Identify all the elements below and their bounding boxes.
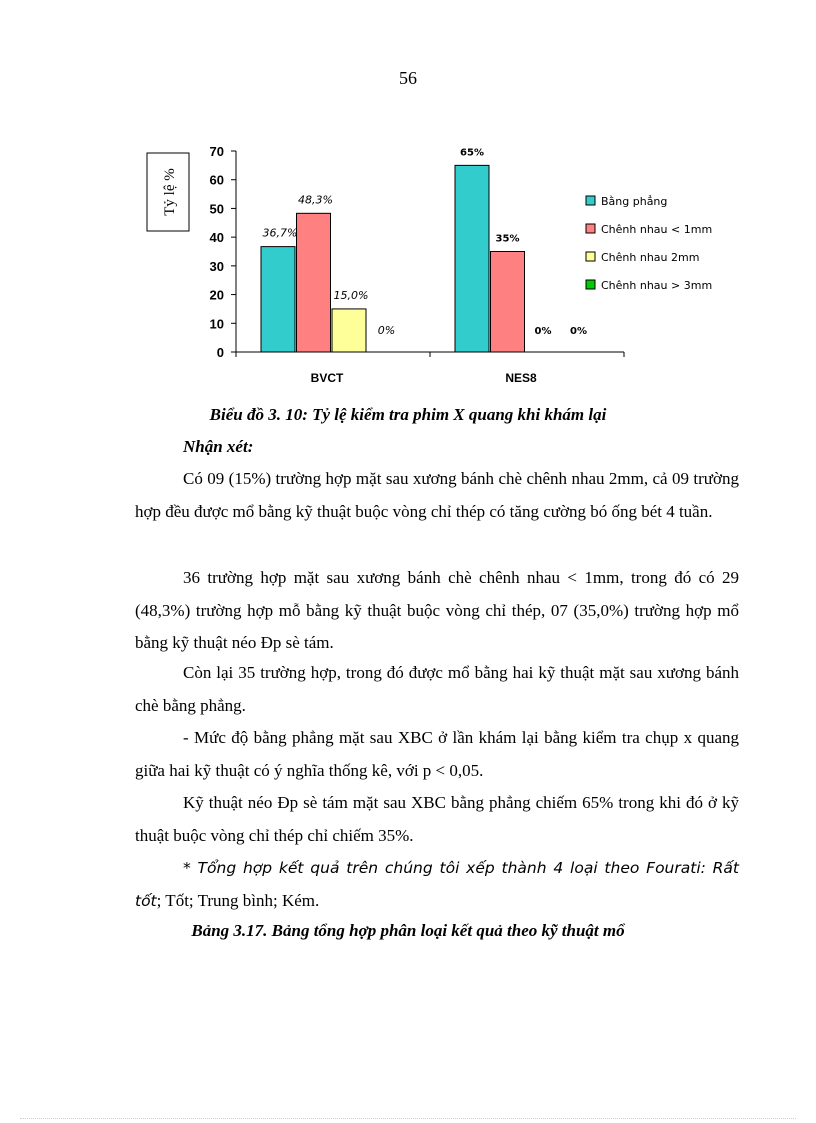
legend-swatch bbox=[586, 196, 595, 205]
legend-swatch bbox=[586, 280, 595, 289]
y-axis-label: Tỷ lệ % bbox=[162, 168, 178, 216]
y-axis-label-box bbox=[147, 153, 189, 231]
category-label: NES8 bbox=[505, 371, 537, 385]
bar-0-1 bbox=[297, 213, 331, 352]
data-label: 35% bbox=[495, 233, 520, 245]
y-axis-ticks bbox=[210, 144, 236, 360]
paragraph-5: Kỹ thuật néo Đp sè tám mặt sau XBC bằng phẳng chiếm 65% trong khi đó ở kỹ thuật buộc vòng chỉ thép chỉ chiếm 35%. bbox=[135, 793, 739, 845]
legend-label: Bằng phẳng bbox=[601, 195, 668, 208]
data-label: 36,7% bbox=[262, 226, 298, 240]
paragraph-4: - Mức độ bằng phẳng mặt sau XBC ở lần khám lại bằng kiểm tra chụp x quang giữa hai kỹ thuật có ý nghĩa thống kê, với p < 0,05. bbox=[135, 728, 739, 780]
x-axis-categories bbox=[311, 371, 537, 385]
y-tick-label: 30 bbox=[209, 258, 224, 274]
y-tick-label: 0 bbox=[216, 345, 224, 360]
paragraph-note bbox=[135, 852, 739, 917]
legend-label: Chênh nhau 2mm bbox=[601, 251, 700, 264]
y-tick-label: 10 bbox=[209, 316, 224, 332]
bar-0-2 bbox=[332, 309, 366, 352]
page-number: 56 bbox=[399, 68, 417, 88]
note-plain: ; Tốt; Trung bình; Kém. bbox=[156, 890, 320, 910]
legend-swatch bbox=[586, 252, 595, 261]
data-label: 0% bbox=[534, 326, 552, 337]
bar-1-0 bbox=[455, 165, 489, 352]
legend-label: Chênh nhau < 1mm bbox=[601, 223, 713, 236]
y-tick-label: 50 bbox=[209, 201, 224, 217]
bar-0-0 bbox=[261, 247, 295, 352]
bar-chart bbox=[0, 0, 816, 400]
data-label: 0% bbox=[570, 326, 587, 337]
section-heading: Nhận xét: bbox=[183, 437, 254, 456]
chart-legend bbox=[586, 195, 712, 292]
paragraph-1: Có 09 (15%) trường hợp mặt sau xương bánh chè chênh nhau 2mm, cả 09 trường hợp đều được mổ bằng kỹ thuật buộc vòng chỉ thép có tăng cường bó ống bét 4 tuần. bbox=[135, 469, 739, 521]
y-tick-label: 70 bbox=[209, 144, 224, 159]
data-label: 0% bbox=[377, 324, 396, 337]
table-caption: Bảng 3.17. Bảng tổng hợp phân loại kết quả theo kỹ thuật mổ bbox=[191, 921, 625, 940]
bar-1-1 bbox=[491, 252, 525, 353]
legend-swatch bbox=[586, 224, 595, 233]
data-label: 48,3% bbox=[298, 193, 333, 207]
figure-caption: Biểu đồ 3. 10: Tỷ lệ kiểm tra phim X quang khi khám lại bbox=[209, 405, 607, 424]
y-tick-label: 20 bbox=[209, 287, 224, 303]
page-bottom-rule bbox=[20, 1118, 796, 1119]
data-label: 15,0% bbox=[333, 288, 369, 302]
data-label: 65% bbox=[460, 147, 484, 159]
paragraph-2: 36 trường hợp mặt sau xương bánh chè chênh nhau < 1mm, trong đó có 29 (48,3%) trường hợp mỗ bằng kỹ thuật buộc vòng chỉ thép, 07 (35,0%) trường hợp mổ bằng kỹ thuật néo Đp sè tám. bbox=[135, 568, 739, 652]
paragraph-3: Còn lại 35 trường hợp, trong đó được mổ bằng hai kỹ thuật mặt sau xương bánh chè bằng phẳng. bbox=[135, 663, 739, 715]
legend-label: Chênh nhau > 3mm bbox=[601, 279, 713, 292]
category-label: BVCT bbox=[310, 371, 344, 385]
note-italic: * Tổng hợp kết quả trên chúng tôi xếp thành 4 loại theo Fourati: Rất tốt bbox=[135, 859, 739, 910]
y-tick-label: 40 bbox=[209, 230, 224, 246]
y-tick-label: 60 bbox=[209, 172, 224, 188]
